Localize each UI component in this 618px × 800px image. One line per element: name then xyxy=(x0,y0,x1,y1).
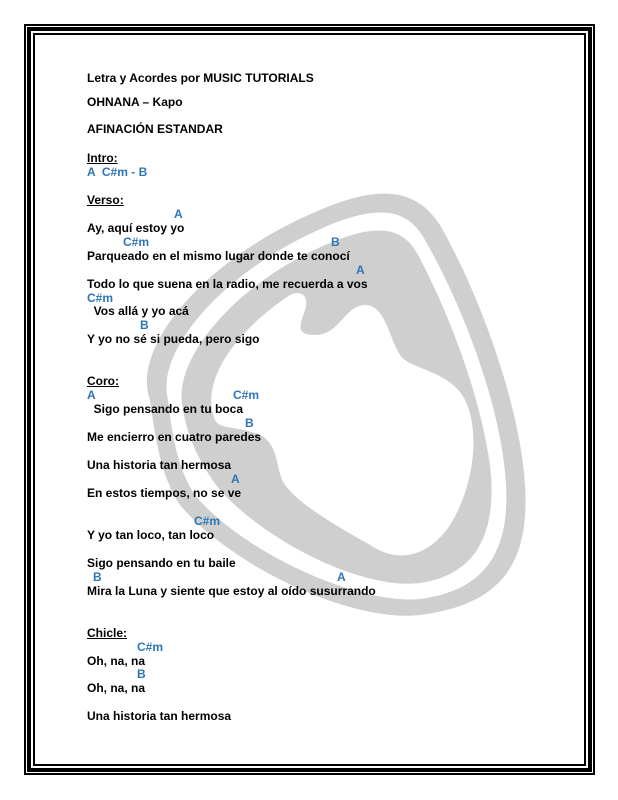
lyric-line: Una historia tan hermosa xyxy=(87,709,232,723)
lyric-line: Oh, na, na xyxy=(87,681,146,695)
section-heading-coro: Coro: xyxy=(87,374,119,388)
lyric-line: Mira la Luna y siente que estoy al oído susurrando xyxy=(87,584,376,598)
intro-chords: A C#m - B xyxy=(87,165,148,179)
lyric-line: Y yo no sé si pueda, pero sigo xyxy=(87,332,260,346)
lyric-line: Me encierro en cuatro paredes xyxy=(87,430,262,444)
chord: C#m xyxy=(137,640,164,654)
lyric-line: Ay, aquí estoy yo xyxy=(87,221,185,235)
chord: A xyxy=(174,207,183,221)
chord: A xyxy=(337,570,346,584)
credits-line: Letra y Acordes por MUSIC TUTORIALS xyxy=(87,71,314,85)
lyric-line: Una historia tan hermosa xyxy=(87,458,232,472)
tuning-label: AFINACIÓN ESTANDAR xyxy=(87,122,223,136)
chord: B xyxy=(140,318,149,332)
chord: B xyxy=(93,570,102,584)
lyric-line: Sigo pensando en tu baile xyxy=(87,556,236,570)
section-heading-intro: Intro: xyxy=(87,151,118,165)
chord: B xyxy=(245,416,254,430)
lyric-line: Todo lo que suena en la radio, me recuerda a vos xyxy=(87,277,368,291)
chord: B xyxy=(137,667,146,681)
lyric-line: Oh, na, na xyxy=(87,654,146,668)
chord: C#m xyxy=(233,388,260,402)
lyric-line: Sigo pensando en tu boca xyxy=(87,402,244,416)
lyric-line: Parqueado en el mismo lugar donde te conocí xyxy=(87,249,350,263)
section-heading-chicle: Chicle: xyxy=(87,626,128,640)
chord: A xyxy=(356,263,365,277)
chord: A xyxy=(87,388,96,402)
chord: C#m xyxy=(87,291,114,305)
chord: A xyxy=(231,472,240,486)
lyric-line: Y yo tan loco, tan loco xyxy=(87,528,215,542)
chord: C#m xyxy=(123,235,150,249)
section-heading-verso: Verso: xyxy=(87,193,124,207)
chord: B xyxy=(331,235,340,249)
chord: C#m xyxy=(194,514,221,528)
lyric-line: Vos allá y yo acá xyxy=(87,304,189,318)
song-title: OHNANA – Kapo xyxy=(87,95,183,109)
lyric-line: En estos tiempos, no se ve xyxy=(87,486,242,500)
